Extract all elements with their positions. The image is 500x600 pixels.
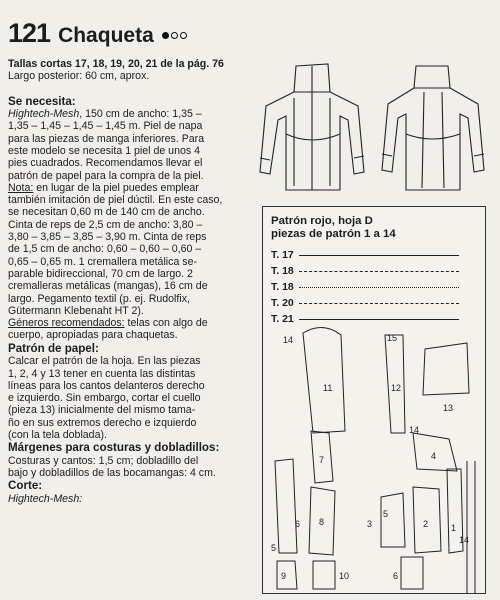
piece-10 (313, 561, 335, 589)
jacket-front-drawing (260, 64, 364, 190)
margenes-line: bajo y dobladillos de las bocamangas: 4 cm. (8, 467, 216, 480)
fabric-line: Hightech-Mesh, 150 cm de ancho: 1,35 – (8, 108, 202, 121)
svg-text:4: 4 (431, 451, 437, 461)
size-line-21 (299, 319, 459, 320)
piece-13 (423, 343, 469, 395)
patron-line: ño en sus extremos derecho e izquierdo (8, 416, 197, 429)
fabric-line: pies cuadrados. Recomendamos llevar el (8, 157, 203, 170)
size-row: T. 18 (271, 263, 459, 279)
patron-line: e izquierdo. Sin embargo, cortar el cuello (8, 392, 201, 405)
piece-6 (275, 459, 297, 553)
svg-text:14: 14 (283, 335, 294, 345)
generos-line: cuerpo, apropiadas para chaquetas. (8, 329, 178, 342)
size-line-17 (299, 255, 459, 256)
margenes-line: Costuras y cantos: 1,5 cm; dobladillo del (8, 454, 199, 467)
svg-text:6: 6 (295, 519, 301, 529)
fabric-line: para las piezas de manga inferiores. Para (8, 132, 205, 145)
section-patron: Patrón de papel: (8, 341, 99, 355)
jacket-back-drawing (382, 66, 484, 190)
size-row: T. 21 (271, 311, 459, 327)
pattern-header (8, 18, 187, 48)
cinta-line: Cinta de reps de 2,5 cm de ancho: 3,80 – (8, 218, 203, 231)
pattern-pieces-title: piezas de patrón 1 a 14 (271, 228, 396, 240)
section-margenes: Márgenes para costuras y dobladillos: (8, 441, 220, 455)
nota-line: se necesitan 0,60 m de 140 cm de ancho. (8, 206, 205, 219)
difficulty-dot-filled (162, 32, 169, 39)
patron-line: Calcar el patrón de la hoja. En las piezas (8, 355, 201, 368)
svg-text:8: 8 (319, 517, 325, 527)
patron-line: (pieza 13) inicialmente del mismo tama- (8, 404, 196, 417)
patron-line: (con la tela doblada). (8, 429, 107, 442)
jacket-technical-drawings (256, 58, 496, 198)
svg-text:6: 6 (393, 571, 399, 581)
fabric-line: 1,35 – 1,45 – 1,45 – 1,45 m. Piel de napa (8, 120, 203, 133)
fabric-line: este modelo se necesita 1 piel de unos 4 (8, 144, 200, 157)
svg-text:12: 12 (391, 383, 402, 393)
patron-line: 1, 2, 4 y 13 tener en cuenta las distintas (8, 367, 196, 380)
cinta-line: cremalleras metálicas (mangas), 16 cm de (8, 280, 208, 293)
pattern-number: 121 (8, 18, 51, 48)
patron-line: líneas para los cantos delanteros derecho (8, 379, 205, 392)
svg-text:13: 13 (443, 403, 454, 413)
svg-text:11: 11 (323, 383, 333, 393)
nota-line: también imitación de piel dúctil. En este caso, (8, 194, 223, 207)
piece-9 (277, 561, 297, 589)
svg-text:15: 15 (387, 333, 398, 343)
piece-3 (381, 493, 405, 547)
size-line-18 (299, 271, 459, 272)
piece-labels (271, 333, 469, 581)
piece-11 (303, 327, 345, 433)
difficulty-dot-empty (171, 32, 178, 39)
pattern-sheet-title: Patrón rojo, hoja D (271, 215, 373, 227)
cinta-line: parable bidireccional, 70 cm de largo. 2 (8, 267, 193, 280)
size-legend (271, 247, 459, 327)
svg-text:14: 14 (409, 425, 420, 435)
svg-text:1: 1 (451, 523, 457, 533)
difficulty-dots (162, 32, 187, 39)
size-line-18b (299, 287, 459, 288)
cinta-line: de 1,5 cm de ancho: 0,60 – 0,60 – 0,60 – (8, 243, 202, 256)
cinta-line: Gütermann Klebenaht HT 2). (8, 304, 144, 317)
pattern-title: Chaqueta (58, 24, 154, 47)
cinta-line: 0,65 – 0,65 m. 1 cremallera metálica se- (8, 255, 198, 268)
difficulty-dot-empty (180, 32, 187, 39)
nota-line: Nota: en lugar de la piel puedes emplear (8, 181, 199, 194)
size-row: T. 20 (271, 295, 459, 311)
size-line-20 (299, 303, 459, 304)
fabric-line: patrón de papel para la compra de la piel. (8, 169, 204, 182)
instructions-column (8, 58, 256, 505)
length-line: Largo posterior: 60 cm, aprox. (8, 70, 150, 83)
svg-text:3: 3 (367, 519, 373, 529)
corte-line: Hightech-Mesh: (8, 492, 83, 505)
svg-text:10: 10 (339, 571, 350, 581)
generos-line: Géneros recomendados: telas con algo de (8, 317, 208, 330)
piece-5 (401, 557, 423, 589)
size-row: T. 18 (271, 279, 459, 295)
svg-text:5: 5 (271, 543, 277, 553)
cinta-line: 3,80 – 3,85 – 3,85 – 3,90 m. Cinta de reps (8, 231, 207, 244)
cinta-line: largo. Pegamento textil (p. ej. Rudolfix, (8, 292, 190, 305)
pattern-legend-box (262, 206, 486, 594)
pattern-title-block (271, 215, 396, 241)
svg-text:9: 9 (281, 571, 287, 581)
svg-text:5: 5 (383, 509, 389, 519)
svg-text:14: 14 (459, 535, 470, 545)
piece-14 (467, 461, 475, 593)
section-corte: Corte: (8, 479, 43, 493)
section-se-necesita: Se necesita: (8, 94, 76, 108)
svg-text:2: 2 (423, 519, 429, 529)
sizes-line: Tallas cortas 17, 18, 19, 20, 21 de la pág. 76 (8, 58, 224, 70)
pattern-pieces-diagram (263, 321, 487, 593)
size-row: T. 17 (271, 247, 459, 263)
svg-text:7: 7 (319, 455, 325, 465)
